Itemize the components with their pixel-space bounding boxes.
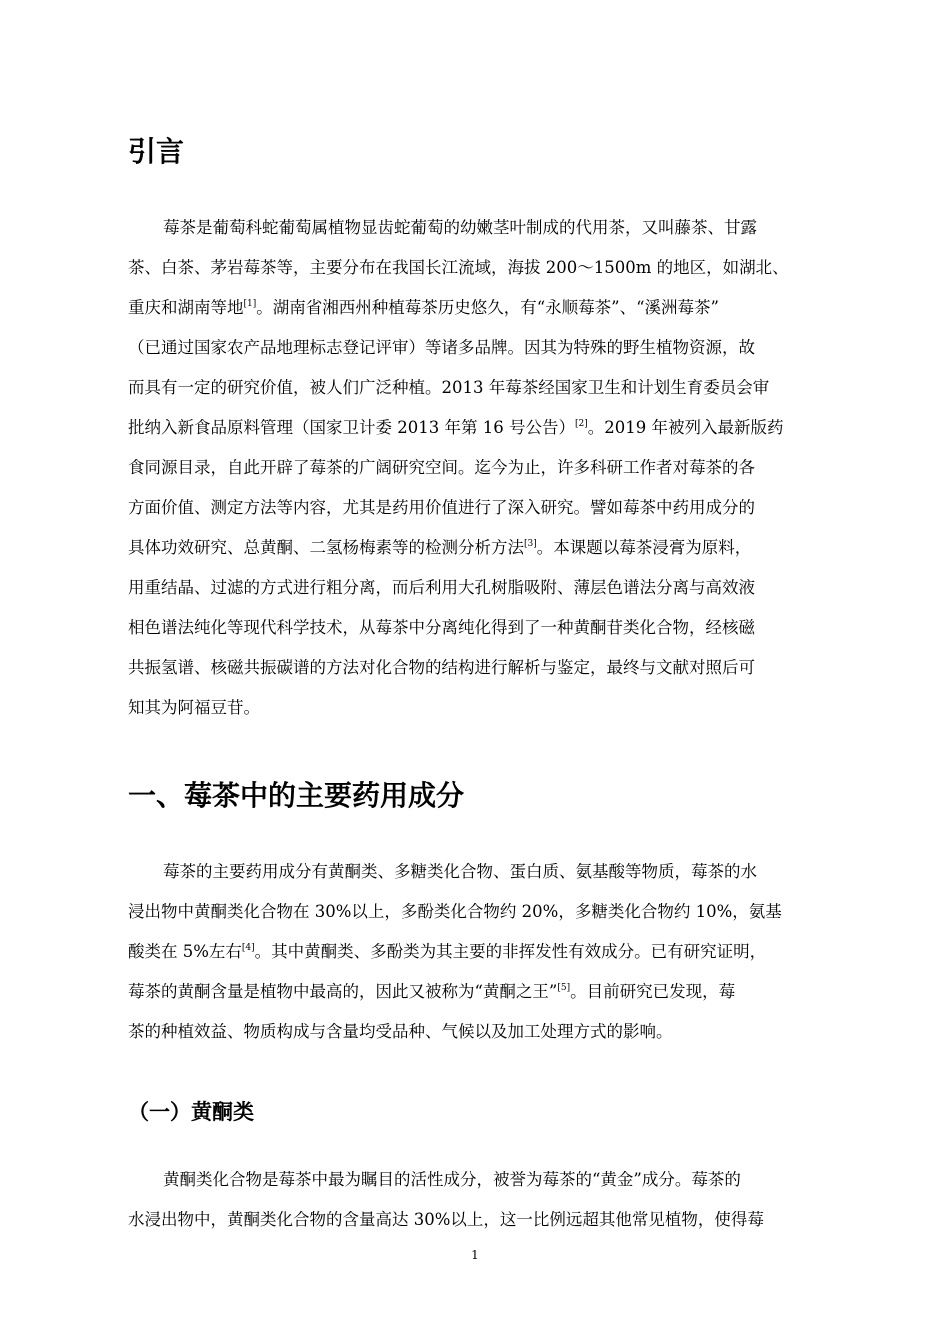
intro-line-3: 重庆和湖南等地[1]。湖南省湘西州种植莓茶历史悠久，有“永顺莓茶”、“溪洲莓茶” bbox=[128, 298, 719, 317]
intro-line-8: 方面价值、测定方法等内容，尤其是药用价值进行了深入研究。譬如莓茶中药用成分的 bbox=[128, 498, 755, 517]
section-1-line-5: 茶的种植效益、物质构成与含量均受品种、气候以及加工处理方式的影响。 bbox=[128, 1022, 673, 1041]
citation-ref-4: [4] bbox=[241, 943, 255, 953]
intro-line-11: 相色谱法纯化等现代科学技术，从莓茶中分离纯化得到了一种黄酮苷类化合物，经核磁 bbox=[128, 618, 755, 637]
intro-line-5: 而具有一定的研究价值，被人们广泛种植。2013 年莓茶经国家卫生和计划生育委员会审 bbox=[128, 378, 770, 397]
subsection-1-line-1: 黄酮类化合物是莓茶中最为瞩目的活性成分，被誉为莓茶的“黄金”成分。莓茶的 bbox=[163, 1170, 741, 1189]
citation-ref-3: [3] bbox=[524, 539, 537, 549]
section-1-paragraph bbox=[128, 852, 868, 1052]
section-1-line-2: 浸出物中黄酮类化合物在 30%以上，多酚类化合物约 20%，多糖类化合物约 10%，氨基 bbox=[128, 902, 782, 921]
citation-ref-2: [2] bbox=[574, 419, 588, 429]
page-number: 1 bbox=[471, 1248, 479, 1262]
citation-ref-1: [1] bbox=[243, 299, 257, 309]
subsection-1-heading: （一）黄酮类 bbox=[128, 1100, 254, 1124]
citation-ref-5: [5] bbox=[557, 983, 571, 993]
section-1-line-4: 莓茶的黄酮含量是植物中最高的，因此又被称为“黄酮之王”[5]。目前研究已发现，莓 bbox=[128, 982, 736, 1001]
section-1-heading: 一、莓茶中的主要药用成分 bbox=[128, 779, 465, 812]
intro-line-9: 具体功效研究、总黄酮、二氢杨梅素等的检测分析方法[3]。本课题以莓茶浸膏为原料， bbox=[128, 538, 752, 557]
intro-line-6: 批纳入新食品原料管理（国家卫计委 2013 年第 16 号公告）[2]。2019 年被列入最新版药 bbox=[128, 418, 784, 437]
intro-heading: 引言 bbox=[128, 135, 185, 168]
section-1-line-1: 莓茶的主要药用成分有黄酮类、多糖类化合物、蛋白质、氨基酸等物质，莓茶的水 bbox=[163, 862, 757, 881]
intro-line-10: 用重结晶、过滤的方式进行粗分离，而后利用大孔树脂吸附、薄层色谱法分离与高效液 bbox=[128, 578, 755, 597]
section-1-line-3: 酸类在 5%左右[4]。其中黄酮类、多酚类为其主要的非挥发性有效成分。已有研究证明， bbox=[128, 942, 767, 961]
intro-line-13: 知其为阿福豆苷。 bbox=[128, 698, 260, 717]
intro-line-4: （已通过国家农产品地理标志登记评审）等诸多品牌。因其为特殊的野生植物资源，故 bbox=[128, 338, 755, 357]
subsection-1-line-2: 水浸出物中，黄酮类化合物的含量高达 30%以上，这一比例远超其他常见植物，使得莓 bbox=[128, 1210, 764, 1229]
intro-line-12: 共振氢谱、核磁共振碳谱的方法对化合物的结构进行解析与鉴定，最终与文献对照后可 bbox=[128, 658, 755, 677]
intro-line-7: 食同源目录，自此开辟了莓茶的广阔研究空间。迄今为止，许多科研工作者对莓茶的各 bbox=[128, 458, 755, 477]
subsection-1-paragraph bbox=[128, 1160, 868, 1240]
intro-line-2: 茶、白茶、茅岩莓茶等，主要分布在我国长江流域，海拔 200～1500m 的地区，如湖北、 bbox=[128, 258, 789, 277]
intro-line-1: 莓茶是葡萄科蛇葡萄属植物显齿蛇葡萄的幼嫩茎叶制成的代用茶，又叫藤茶、甘露 bbox=[163, 218, 757, 237]
intro-paragraph bbox=[128, 208, 868, 728]
